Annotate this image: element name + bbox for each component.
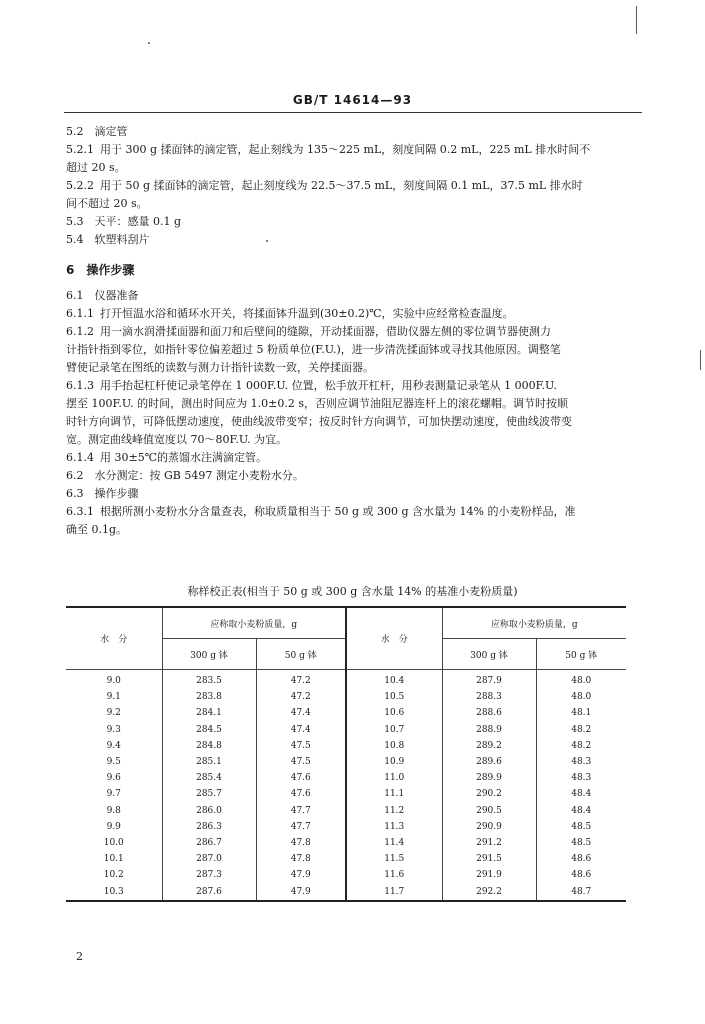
clause-6-1-3-line-3: 时针方向调节，可降低摆动速度，使曲线波带变窄；按反时针方向调节，可加快摆动速度，使曲线波带变 bbox=[66, 415, 572, 428]
cell-moisture-right: 10.9 bbox=[346, 754, 442, 770]
header-300g-left: 300 g 钵 bbox=[162, 639, 256, 670]
cell-mass-300g-right: 288.9 bbox=[442, 722, 536, 738]
page-number: 2 bbox=[76, 950, 83, 963]
header-300g-right: 300 g 钵 bbox=[442, 639, 536, 670]
scan-edge-mark bbox=[636, 6, 637, 34]
cell-moisture-left: 9.5 bbox=[106, 757, 121, 768]
cell-mass-50g-left: 47.8 bbox=[256, 835, 346, 851]
clause-6-1-2-line-3: 臂使记录笔在图纸的读数与测力计指针读数一致，关停揉面器。 bbox=[66, 361, 374, 374]
table-row bbox=[66, 738, 626, 754]
clause-number: 6.3.1 bbox=[66, 505, 94, 518]
cell-mass-50g-right: 48.1 bbox=[536, 705, 626, 721]
header-mass-group-left: 应称取小麦粉质量，g bbox=[162, 607, 346, 639]
cell-mass-300g-left: 284.5 bbox=[162, 722, 256, 738]
cell-mass-50g-right: 48.6 bbox=[536, 851, 626, 867]
clause-5-2-1-line-2: 超过 20 s。 bbox=[66, 161, 126, 174]
clause-5-4: 5.4 软塑料刮片 bbox=[66, 233, 150, 246]
table-row bbox=[66, 883, 626, 900]
clause-text: 用一滴水润滑揉面器和面刀和后壁间的缝隙，开动揉面器，借助仪器左侧的零位调节器使测力 bbox=[100, 325, 551, 338]
clause-number: 6.1.4 bbox=[66, 451, 94, 464]
clause-5-3: 5.3 天平：感量 0.1 g bbox=[66, 215, 182, 228]
scan-speck bbox=[148, 42, 150, 44]
cell-mass-300g-right: 291.2 bbox=[442, 835, 536, 851]
table-body bbox=[66, 670, 626, 901]
cell-mass-50g-right: 48.2 bbox=[536, 722, 626, 738]
clause-6-3-1-line-1 bbox=[66, 503, 638, 521]
header-50g-left: 50 g 钵 bbox=[256, 639, 346, 670]
cell-mass-300g-left: 284.1 bbox=[162, 705, 256, 721]
table-caption: 称样校正表(相当于 50 g 或 300 g 含水量 14% 的基准小麦粉质量) bbox=[187, 585, 518, 598]
cell-mass-50g-left: 47.2 bbox=[256, 689, 346, 705]
cell-mass-300g-right: 290.2 bbox=[442, 786, 536, 802]
clause-6-3-1-line-2: 确至 0.1g。 bbox=[66, 523, 128, 536]
spacer bbox=[66, 279, 638, 287]
cell-mass-50g-right: 48.6 bbox=[536, 867, 626, 883]
cell-mass-300g-left: 285.1 bbox=[162, 754, 256, 770]
cell-moisture-left: 9.2 bbox=[106, 708, 121, 719]
table-row bbox=[66, 819, 626, 835]
cell-mass-300g-left: 283.8 bbox=[162, 689, 256, 705]
clause-5-2-1-line-1 bbox=[66, 141, 638, 159]
cell-mass-300g-left: 287.3 bbox=[162, 867, 256, 883]
cell-moisture-left: 10.0 bbox=[103, 837, 124, 848]
clause-text: 根据所测小麦粉水分含量查表，称取质量相当于 50 g 或 300 g 含水量为 14% 的小麦粉样品，准 bbox=[100, 505, 576, 518]
cell-mass-50g-right: 48.0 bbox=[536, 689, 626, 705]
cell-mass-50g-right: 48.7 bbox=[536, 883, 626, 900]
cell-mass-300g-right: 288.3 bbox=[442, 689, 536, 705]
clause-6-2: 6.2 水分测定：按 GB 5497 测定小麦粉水分。 bbox=[66, 469, 304, 482]
clause-6-1-3-line-1 bbox=[66, 377, 638, 395]
table-row bbox=[66, 670, 626, 690]
cell-mass-50g-left: 47.8 bbox=[256, 851, 346, 867]
section-6-title: 6 操作步骤 bbox=[66, 263, 135, 277]
cell-moisture-left: 9.7 bbox=[106, 789, 121, 800]
clause-text: 用 30±5℃的蒸馏水注满滴定管。 bbox=[100, 451, 268, 464]
cell-mass-50g-left: 47.9 bbox=[256, 867, 346, 883]
cell-mass-300g-left: 283.5 bbox=[162, 670, 256, 690]
cell-moisture-left: 9.4 bbox=[106, 740, 121, 751]
cell-moisture-left: 10.1 bbox=[103, 854, 124, 865]
cell-mass-50g-left: 47.5 bbox=[256, 754, 346, 770]
cell-mass-300g-left: 285.7 bbox=[162, 786, 256, 802]
cell-mass-300g-left: 286.3 bbox=[162, 819, 256, 835]
cell-moisture-left: 9.0 bbox=[106, 676, 121, 687]
cell-moisture-right: 10.5 bbox=[346, 689, 442, 705]
clause-6-1-1 bbox=[66, 305, 638, 323]
header-rule bbox=[64, 112, 642, 113]
cell-mass-50g-left: 47.7 bbox=[256, 803, 346, 819]
cell-mass-50g-left: 47.7 bbox=[256, 819, 346, 835]
spacer bbox=[66, 249, 638, 261]
clause-number: 6.1.2 bbox=[66, 325, 94, 338]
header-mass-group-right: 应称取小麦粉质量，g bbox=[442, 607, 626, 639]
cell-moisture-left: 10.3 bbox=[66, 883, 162, 900]
cell-moisture-left: 9.9 bbox=[106, 821, 121, 832]
table-row bbox=[66, 754, 626, 770]
cell-mass-300g-right: 292.2 bbox=[442, 883, 536, 900]
cell-mass-50g-left: 47.9 bbox=[256, 883, 346, 900]
calibration-table bbox=[66, 606, 626, 902]
header-moisture-right: 水 分 bbox=[346, 607, 442, 670]
page-header: GB/T 14614—93 bbox=[292, 93, 413, 107]
clause-6-3: 6.3 操作步骤 bbox=[66, 487, 139, 500]
table-row bbox=[66, 835, 626, 851]
cell-mass-300g-right: 291.9 bbox=[442, 867, 536, 883]
clause-number: 5.2.1 bbox=[66, 143, 94, 156]
cell-mass-50g-left: 47.6 bbox=[256, 786, 346, 802]
clause-5-2-2-line-2: 间不超过 20 s。 bbox=[66, 197, 148, 210]
table-row bbox=[66, 705, 626, 721]
cell-mass-50g-right: 48.0 bbox=[536, 670, 626, 690]
cell-mass-50g-left: 47.4 bbox=[256, 705, 346, 721]
cell-mass-50g-left: 47.5 bbox=[256, 738, 346, 754]
table-row bbox=[66, 689, 626, 705]
table-row bbox=[66, 851, 626, 867]
cell-mass-300g-right: 289.6 bbox=[442, 754, 536, 770]
cell-moisture-right: 10.8 bbox=[346, 738, 442, 754]
clause-text: 用于 50 g 揉面钵的滴定管，起止刻度线为 22.5～37.5 mL，刻度间隔 0.1 mL，37.5 mL 排水时 bbox=[100, 179, 583, 192]
cell-mass-300g-right: 288.6 bbox=[442, 705, 536, 721]
clause-number: 6.1.1 bbox=[66, 307, 94, 320]
clause-number: 6.1.3 bbox=[66, 379, 94, 392]
clause-number: 5.2.2 bbox=[66, 179, 94, 192]
cell-mass-300g-left: 284.8 bbox=[162, 738, 256, 754]
cell-mass-50g-right: 48.3 bbox=[536, 754, 626, 770]
table-row bbox=[66, 867, 626, 883]
cell-moisture-right: 11.0 bbox=[346, 770, 442, 786]
cell-mass-50g-right: 48.3 bbox=[536, 770, 626, 786]
cell-moisture-right: 11.2 bbox=[346, 803, 442, 819]
cell-mass-300g-right: 290.9 bbox=[442, 819, 536, 835]
cell-moisture-left: 9.1 bbox=[106, 692, 121, 703]
cell-mass-50g-left: 47.2 bbox=[256, 670, 346, 690]
cell-moisture-right: 11.4 bbox=[346, 835, 442, 851]
cell-mass-300g-left: 286.7 bbox=[162, 835, 256, 851]
cell-mass-50g-right: 48.2 bbox=[536, 738, 626, 754]
cell-moisture-right: 11.3 bbox=[346, 819, 442, 835]
clause-6-1-2-line-1 bbox=[66, 323, 638, 341]
table-row bbox=[66, 803, 626, 819]
cell-mass-300g-left: 287.0 bbox=[162, 851, 256, 867]
cell-moisture-right: 11.7 bbox=[346, 883, 442, 900]
header-moisture-left: 水 分 bbox=[66, 607, 162, 670]
cell-moisture-left: 10.2 bbox=[103, 870, 124, 881]
clause-6-1-3-line-4: 宽。测定曲线峰值宽度以 70～80F.U. 为宜。 bbox=[66, 433, 288, 446]
cell-moisture-right: 11.5 bbox=[346, 851, 442, 867]
table-row bbox=[66, 786, 626, 802]
clause-text: 用于 300 g 揉面钵的滴定管，起止刻线为 135～225 mL，刻度间隔 0.2 mL，225 mL 排水时间不 bbox=[100, 143, 591, 156]
cell-mass-300g-right: 289.9 bbox=[442, 770, 536, 786]
cell-moisture-right: 10.4 bbox=[346, 670, 442, 690]
table-row bbox=[66, 770, 626, 786]
cell-moisture-left: 9.3 bbox=[106, 724, 121, 735]
cell-mass-300g-right: 287.9 bbox=[442, 670, 536, 690]
cell-mass-50g-right: 48.5 bbox=[536, 835, 626, 851]
clause-text: 用手抬起杠杆使记录笔停在 1 000F.U. 位置，松手放开杠杆，用秒表测量记录笔从 1 000F.U. bbox=[100, 379, 557, 392]
cell-mass-300g-left: 286.0 bbox=[162, 803, 256, 819]
scan-speck bbox=[266, 240, 268, 242]
clause-5-2-2-line-1 bbox=[66, 177, 638, 195]
cell-mass-50g-right: 48.5 bbox=[536, 819, 626, 835]
table-row bbox=[66, 722, 626, 738]
cell-moisture-right: 10.7 bbox=[346, 722, 442, 738]
cell-mass-50g-right: 48.4 bbox=[536, 803, 626, 819]
cell-moisture-right: 10.6 bbox=[346, 705, 442, 721]
section-5-2-title: 5.2 滴定管 bbox=[66, 125, 128, 138]
clause-6-1-4 bbox=[66, 449, 638, 467]
clause-6-1-3-line-2: 摆至 100F.U. 的时间，测出时间应为 1.0±0.2 s，否则应调节油阻尼器连杆上的滚花螺帽。调节时按顺 bbox=[66, 397, 569, 410]
header-50g-right: 50 g 钵 bbox=[536, 639, 626, 670]
scan-edge-mark bbox=[700, 350, 701, 370]
cell-mass-300g-left: 285.4 bbox=[162, 770, 256, 786]
cell-moisture-right: 11.1 bbox=[346, 786, 442, 802]
clause-6-1-2-line-2: 计指针指到零位，如指针零位偏差超过 5 粉质单位(F.U.)，进一步清洗揉面钵或寻找其他原因。调整笔 bbox=[66, 343, 561, 356]
cell-mass-300g-left: 287.6 bbox=[162, 883, 256, 900]
cell-mass-50g-left: 47.4 bbox=[256, 722, 346, 738]
cell-mass-50g-right: 48.4 bbox=[536, 786, 626, 802]
cell-mass-300g-right: 290.5 bbox=[442, 803, 536, 819]
clause-text: 打开恒温水浴和循环水开关，将揉面钵升温到(30±0.2)℃，实验中应经常检查温度。 bbox=[100, 307, 514, 320]
cell-mass-300g-right: 291.5 bbox=[442, 851, 536, 867]
cell-mass-50g-left: 47.6 bbox=[256, 770, 346, 786]
document-body bbox=[66, 123, 638, 539]
cell-moisture-left: 9.6 bbox=[106, 773, 121, 784]
cell-moisture-right: 11.6 bbox=[346, 867, 442, 883]
cell-moisture-left: 9.8 bbox=[106, 805, 121, 816]
clause-6-1: 6.1 仪器准备 bbox=[66, 289, 139, 302]
cell-mass-300g-right: 289.2 bbox=[442, 738, 536, 754]
